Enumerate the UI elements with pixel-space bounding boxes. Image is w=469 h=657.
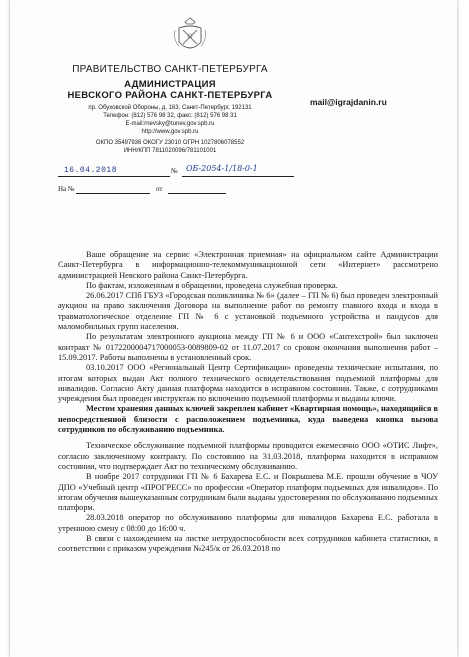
registration-stamp [58, 163, 298, 179]
paragraph: В ноябре 2017 сотрудники ГП № 6 Бахарева Е.С. и Покрышева М.Е. прошли обучение в ЧОУ ДПО «Учебный центр «ПРОГРЕСС» по профессии «Оператор платформ подъемных для инвалидов». По итогам обучения вышеуказанным сотрудникам были выданы удостоверения по обслуживанию подъемных платформ. [58, 472, 438, 513]
inn-kpp: ИНН/КПП 7811020096/781101001 [123, 148, 217, 154]
number-underline [182, 176, 294, 177]
paragraph: 26.06.2017 СПб ГБУЗ «Городская поликлиника № 6» (далее – ГП № 6) был проведен электронный аукцион на право заключения Договора на выполнение работ по ремонту главного входа и входа в травматологическое отделение ГП № 6 с установкой подъемного устройства и пандусов для маломобильных групп населения. [58, 291, 438, 332]
number-label: № [171, 167, 178, 175]
paragraph: По фактам, изложенным в обращении, проведена служебная проверка. [86, 280, 338, 290]
coat-of-arms-icon [173, 16, 207, 56]
address: пр. Обуховской Обороны, д. 163, Санкт-Петербург, 192131 [88, 105, 252, 111]
paragraph: В связи с нахождением на листке нетрудоспособности всех сотрудников кабинета статистики, в соответствии с приказом учреждения №245/к от 26.03.2018 по [58, 534, 438, 554]
government-title: ПРАВИТЕЛЬСТВО САНКТ-ПЕТЕРБУРГА [72, 64, 268, 75]
paragraph: Ваше обращение на сервис «Электронная приемная» на официальном сайте Администрации Санкт-Петербурга в информационно-телекоммуникационной сети «Интернет» рассмотрено администрацией Невского района Санкт-Петербурга. [58, 250, 438, 280]
website: http://www.gov.spb.ru [141, 129, 199, 135]
paragraph: 28.03.2018 оператор по обслуживанию платформы для инвалидов Бахарева Е.С. работала в утреннюю смену с 08:00 до 16:00 ч. [58, 513, 438, 533]
ref-date-blank [168, 193, 226, 194]
district-title: НЕВСКОГО РАЙОНА САНКТ-ПЕТЕРБУРГА [67, 90, 273, 101]
letter-body [58, 250, 438, 555]
registry-codes: ОКПО 35497936 ОКОГУ 23010 ОГРН 1027806078552 [95, 140, 245, 146]
registration-number: ОБ-2054-1/18-0-1 [186, 164, 258, 173]
paragraph: По результатам электронного аукциона между ГП № 6 и ООО «Сантехстрой» был заключен контракт № 0172200004717000053-0089809-02 от 11.07.2017 со сроком окончания выполнения работ – 15.09.2017. Работы выполнены в установленный срок. [58, 332, 438, 362]
ref-date-label: от [156, 185, 163, 193]
ref-number-blank [76, 193, 150, 194]
date-underline [58, 176, 170, 177]
ref-number-label: На № [58, 185, 75, 193]
office-email: E-mail:rnevsky@tunev.gov.spb.ru [125, 121, 215, 127]
administration-title: АДМИНИСТРАЦИЯ [124, 79, 216, 90]
recipient-email: mail@igrajdanin.ru [310, 97, 387, 107]
paragraph: 03.10.2017 ООО «Региональный Центр Сертификации» проведены технические испытания, по итогам которых выдан Акт полного технического освидетельствования подъемной платформы для инвалидов. Согласно Акту данная платформа находится в исправном состоянии. Также, с сотрудниками учреждения был проведен инструктаж по включению подъемной платформы и выданы ключи. [58, 363, 438, 404]
reference-line [58, 184, 298, 196]
paragraph: Местом хранения данных ключей закреплен кабинет «Квартирная помощь», находящийся в непосредственной близости с расположением подъемника, куда выведена кнопка вызова сотрудников по обслуживанию подъемника. [58, 404, 438, 435]
registration-date: 16.04.2018 [64, 166, 118, 175]
letter-page [10, 0, 457, 657]
phone-fax: Телефон: (812) 576 98 32, факс: (812) 576 98 31 [103, 113, 237, 119]
paragraph: Техническое обслуживание подъемной платформы проводится ежемесячно ООО «ОТИС Лифт», согласно заключенному контракту. По состоянию на 31.03.2018, платформа находится в исправном состоянии, что подтверждает Акт по техническому обслуживанию. [58, 441, 438, 471]
letterhead [50, 64, 290, 155]
